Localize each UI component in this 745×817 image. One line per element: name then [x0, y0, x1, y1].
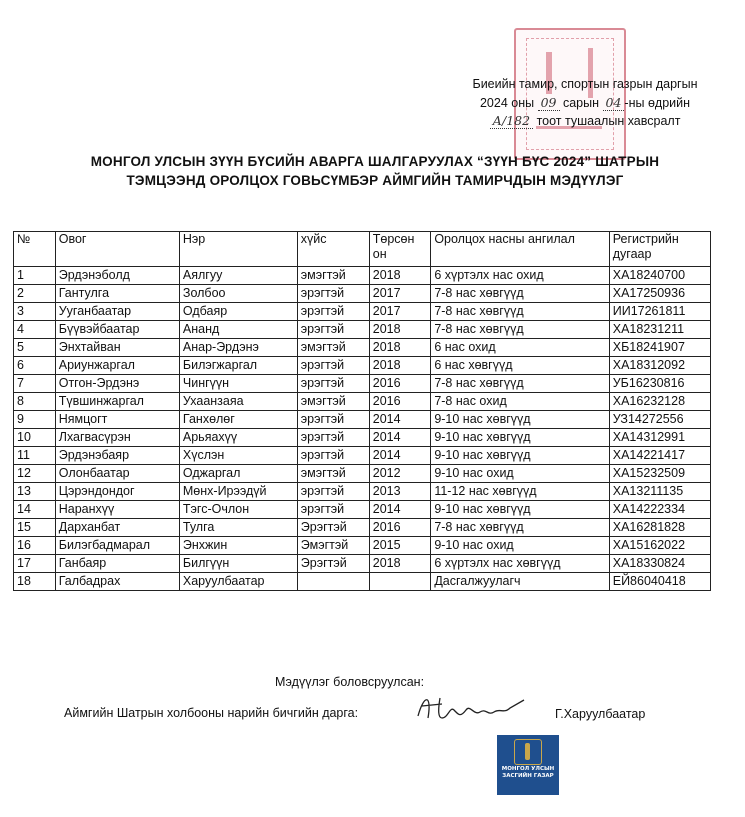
cell-age-category: 9-10 нас хөвгүүд	[431, 429, 609, 447]
table-header-row	[14, 232, 711, 267]
cell-name: Ухаанзаяа	[179, 393, 297, 411]
cell-gender: эмэгтэй	[297, 339, 369, 357]
cell-name: Арьяахүү	[179, 429, 297, 447]
approval-line-2: 2024 оны 09 сарын 04 -ны өдрийн	[479, 94, 691, 110]
approval-line-3: А/182 тоот тушаалын хавсралт	[440, 112, 730, 131]
cell-registration: ХА16281828	[609, 519, 710, 537]
cell-age-category: 6 нас хөвгүүд	[431, 357, 609, 375]
cell-number: 16	[14, 537, 56, 555]
cell-name: Аялгуу	[179, 267, 297, 285]
cell-gender: Эмэгтэй	[297, 537, 369, 555]
header-gender: хүйс	[297, 232, 369, 267]
cell-surname: Гантулга	[55, 285, 179, 303]
table-row	[14, 267, 711, 285]
table-row	[14, 573, 711, 591]
cell-name: Одбаяр	[179, 303, 297, 321]
table-row	[14, 555, 711, 573]
cell-registration: ХА14312991	[609, 429, 710, 447]
soyombo-icon	[514, 739, 542, 765]
cell-registration: УБ16230816	[609, 375, 710, 393]
cell-gender: эрэгтэй	[297, 411, 369, 429]
cell-birth-year: 2018	[369, 267, 431, 285]
table-body	[14, 267, 711, 591]
cell-birth-year: 2014	[369, 429, 431, 447]
cell-number: 10	[14, 429, 56, 447]
cell-registration: ХА15162022	[609, 537, 710, 555]
cell-registration: ХА14221417	[609, 447, 710, 465]
table-row	[14, 357, 711, 375]
cell-registration: ЕЙ86040418	[609, 573, 710, 591]
cell-age-category: 9-10 нас охид	[431, 465, 609, 483]
cell-registration: ХА15232509	[609, 465, 710, 483]
cell-surname: Ариунжаргал	[55, 357, 179, 375]
cell-gender: Эрэгтэй	[297, 555, 369, 573]
header-surname: Овог	[55, 232, 179, 267]
cell-number: 18	[14, 573, 56, 591]
cell-birth-year: 2014	[369, 501, 431, 519]
cell-name: Энхжин	[179, 537, 297, 555]
cell-birth-year: 2018	[369, 357, 431, 375]
cell-surname: Бүүвэйбаатар	[55, 321, 179, 339]
cell-name: Билэгжаргал	[179, 357, 297, 375]
table-row	[14, 537, 711, 555]
cell-age-category: 6 хүртэлх нас охид	[431, 267, 609, 285]
approval-day: 04	[603, 95, 625, 111]
cell-name: Билгүүн	[179, 555, 297, 573]
cell-number: 5	[14, 339, 56, 357]
cell-birth-year: 2012	[369, 465, 431, 483]
cell-gender: эмэгтэй	[297, 267, 369, 285]
cell-name: Хүслэн	[179, 447, 297, 465]
cell-name: Чингүүн	[179, 375, 297, 393]
cell-gender: эрэгтэй	[297, 501, 369, 519]
cell-surname: Нямцогт	[55, 411, 179, 429]
cell-birth-year: 2017	[369, 285, 431, 303]
cell-age-category: 9-10 нас охид	[431, 537, 609, 555]
cell-birth-year: 2018	[369, 321, 431, 339]
cell-gender	[297, 573, 369, 591]
cell-name: Харуулбаатар	[179, 573, 297, 591]
cell-surname: Энхтайван	[55, 339, 179, 357]
cell-surname: Билэгбадмарал	[55, 537, 179, 555]
cell-surname: Ууганбаатар	[55, 303, 179, 321]
cell-name: Тулга	[179, 519, 297, 537]
cell-surname: Эрдэнэболд	[55, 267, 179, 285]
cell-surname: Галбадрах	[55, 573, 179, 591]
table-row	[14, 519, 711, 537]
logo-line-1: МОНГОЛ УЛСЫН	[501, 766, 555, 772]
cell-number: 3	[14, 303, 56, 321]
cell-gender: эрэгтэй	[297, 375, 369, 393]
header-registration: Регистрийн дугаар	[609, 232, 710, 267]
cell-gender: эмэгтэй	[297, 393, 369, 411]
cell-birth-year: 2016	[369, 519, 431, 537]
cell-surname: Цэрэндондог	[55, 483, 179, 501]
table-row	[14, 285, 711, 303]
table-row	[14, 483, 711, 501]
cell-number: 13	[14, 483, 56, 501]
cell-number: 1	[14, 267, 56, 285]
cell-registration: ХА17250936	[609, 285, 710, 303]
table-row	[14, 501, 711, 519]
cell-gender: эрэгтэй	[297, 483, 369, 501]
cell-gender: эмэгтэй	[297, 465, 369, 483]
table-row	[14, 303, 711, 321]
table-row	[14, 447, 711, 465]
cell-name: Анар-Эрдэнэ	[179, 339, 297, 357]
cell-number: 6	[14, 357, 56, 375]
logo-line-2: ЗАСГИЙН ГАЗАР	[502, 773, 554, 779]
cell-age-category: 7-8 нас хөвгүүд	[431, 321, 609, 339]
cell-number: 17	[14, 555, 56, 573]
table-row	[14, 429, 711, 447]
cell-surname: Түвшинжаргал	[55, 393, 179, 411]
cell-gender: эрэгтэй	[297, 357, 369, 375]
cell-birth-year: 2016	[369, 375, 431, 393]
cell-name: Ананд	[179, 321, 297, 339]
cell-gender: эрэгтэй	[297, 429, 369, 447]
cell-birth-year: 2018	[369, 339, 431, 357]
cell-registration: УЗ14272556	[609, 411, 710, 429]
cell-birth-year: 2013	[369, 483, 431, 501]
cell-name: Тэгс-Очлон	[179, 501, 297, 519]
cell-age-category: 7-8 нас охид	[431, 393, 609, 411]
cell-age-category: 7-8 нас хөвгүүд	[431, 519, 609, 537]
title-line-1: МОНГОЛ УЛСЫН ЗҮҮН БҮСИЙН АВАРГА ШАЛГАРУУЛАХ “ЗҮҮН БҮС 2024” ШАТРЫН	[90, 154, 660, 169]
table-row	[14, 339, 711, 357]
cell-registration: ИИ17261811	[609, 303, 710, 321]
cell-age-category: Дасгалжуулагч	[431, 573, 609, 591]
cell-number: 9	[14, 411, 56, 429]
cell-gender: Эрэгтэй	[297, 519, 369, 537]
cell-age-category: 9-10 нас хөвгүүд	[431, 447, 609, 465]
cell-gender: эрэгтэй	[297, 303, 369, 321]
cell-age-category: 7-8 нас хөвгүүд	[431, 375, 609, 393]
document-title	[40, 152, 710, 190]
cell-surname: Ганбаяр	[55, 555, 179, 573]
cell-age-category: 9-10 нас хөвгүүд	[431, 411, 609, 429]
cell-number: 2	[14, 285, 56, 303]
cell-age-category: 11-12 нас хөвгүүд	[431, 483, 609, 501]
header-age-category: Оролцох насны ангилал	[431, 232, 609, 267]
cell-registration: ХА13211135	[609, 483, 710, 501]
table-row	[14, 411, 711, 429]
prepared-by-label: Мэдүүлэг боловсруулсан:	[275, 675, 425, 689]
cell-gender: эрэгтэй	[297, 447, 369, 465]
cell-birth-year: 2014	[369, 447, 431, 465]
table-row	[14, 321, 711, 339]
cell-registration: ХА18312092	[609, 357, 710, 375]
cell-surname: Лхагвасүрэн	[55, 429, 179, 447]
cell-age-category: 6 нас охид	[431, 339, 609, 357]
cell-surname: Олонбаатар	[55, 465, 179, 483]
cell-registration: ХА18231211	[609, 321, 710, 339]
cell-name: Мөнх-Ирээдүй	[179, 483, 297, 501]
cell-age-category: 7-8 нас хөвгүүд	[431, 285, 609, 303]
cell-number: 4	[14, 321, 56, 339]
header-number: №	[14, 232, 56, 267]
table-row	[14, 465, 711, 483]
cell-registration: ХБ18241907	[609, 339, 710, 357]
signer-name: Г.Харуулбаатар	[555, 707, 646, 721]
cell-birth-year: 2016	[369, 393, 431, 411]
table-row	[14, 393, 711, 411]
signature	[412, 688, 532, 728]
cell-birth-year: 2014	[369, 411, 431, 429]
cell-number: 12	[14, 465, 56, 483]
order-number: А/182	[490, 113, 534, 129]
secretary-title: Аймгийн Шатрын холбооны нарийн бичгийн дарга:	[64, 706, 359, 720]
title-line-2: ТЭМЦЭЭНД ОРОЛЦОХ ГОВЬСҮМБЭР АЙМГИЙН ТАМИРЧДЫН МЭДҮҮЛЭГ	[126, 173, 624, 188]
cell-birth-year: 2017	[369, 303, 431, 321]
cell-surname: Эрдэнэбаяр	[55, 447, 179, 465]
approval-note	[440, 76, 730, 131]
cell-number: 15	[14, 519, 56, 537]
cell-name: Золбоо	[179, 285, 297, 303]
cell-surname: Дарханбат	[55, 519, 179, 537]
header-name: Нэр	[179, 232, 297, 267]
cell-surname: Наранхүү	[55, 501, 179, 519]
cell-gender: эрэгтэй	[297, 285, 369, 303]
athlete-table	[13, 231, 711, 591]
cell-birth-year: 2015	[369, 537, 431, 555]
table-row	[14, 375, 711, 393]
cell-name: Ганхөлөг	[179, 411, 297, 429]
cell-number: 8	[14, 393, 56, 411]
cell-number: 14	[14, 501, 56, 519]
cell-registration: ХА16232128	[609, 393, 710, 411]
cell-birth-year	[369, 573, 431, 591]
cell-age-category: 7-8 нас хөвгүүд	[431, 303, 609, 321]
cell-name: Оджаргал	[179, 465, 297, 483]
cell-age-category: 9-10 нас хөвгүүд	[431, 501, 609, 519]
cell-number: 7	[14, 375, 56, 393]
government-logo	[497, 735, 559, 795]
cell-registration: ХА18240700	[609, 267, 710, 285]
cell-number: 11	[14, 447, 56, 465]
cell-age-category: 6 хүртэлх нас хөвгүүд	[431, 555, 609, 573]
approval-line-1: Биеийн тамир, спортын газрын даргын	[472, 77, 698, 91]
cell-gender: эрэгтэй	[297, 321, 369, 339]
cell-birth-year: 2018	[369, 555, 431, 573]
cell-registration: ХА14222334	[609, 501, 710, 519]
approval-month: 09	[538, 95, 560, 111]
header-birth-year: Төрсөн он	[369, 232, 431, 267]
cell-surname: Отгон-Эрдэнэ	[55, 375, 179, 393]
cell-registration: ХА18330824	[609, 555, 710, 573]
